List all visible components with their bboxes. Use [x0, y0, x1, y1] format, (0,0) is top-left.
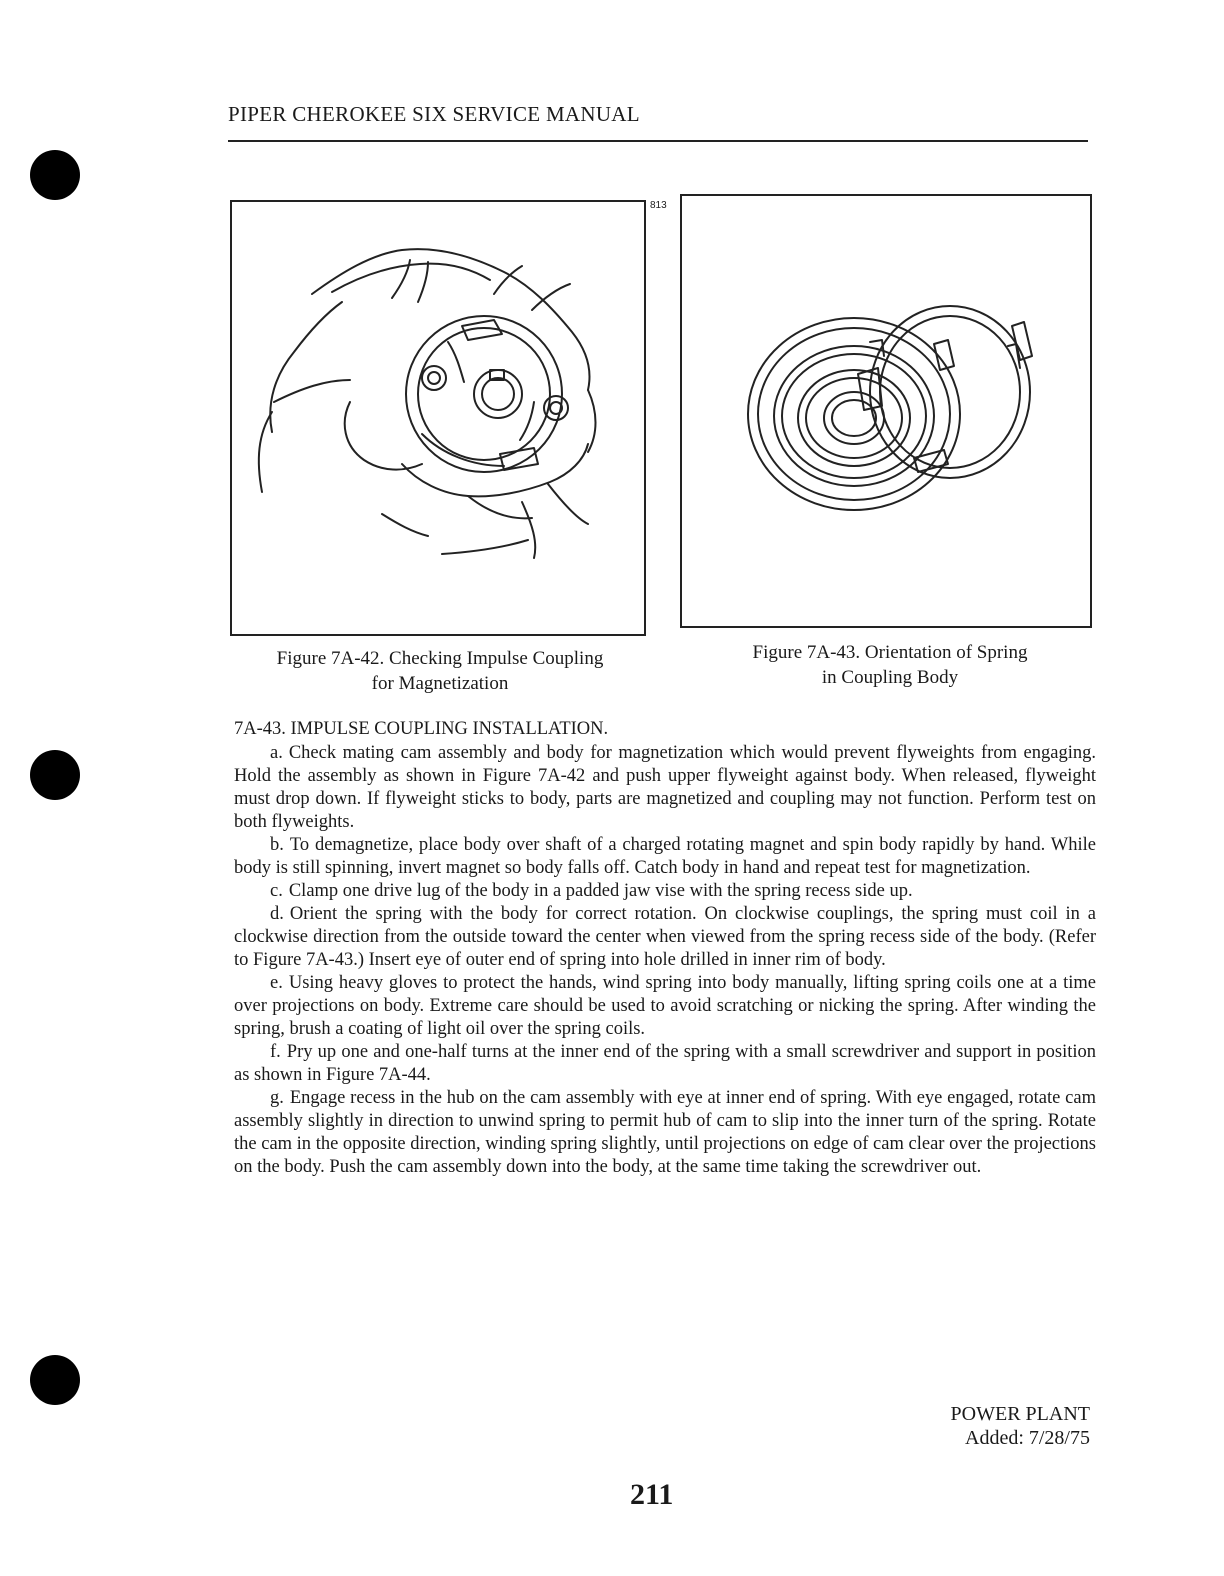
- step-e: [234, 972, 1096, 1041]
- manual-title: PIPER CHEROKEE SIX SERVICE MANUAL: [228, 102, 640, 126]
- step-c-letter: c.: [270, 881, 283, 901]
- step-g: [234, 1087, 1096, 1179]
- figure-7a-43-caption-line2: in Coupling Body: [821, 667, 959, 688]
- step-a: [234, 742, 1096, 834]
- step-f-text: Pry up one and one-half turns at the inner end of the spring with a small screwdriver and support in position as shown in Figure 7A-44.: [234, 1042, 1096, 1085]
- punch-hole-middle: [30, 750, 80, 800]
- step-f-letter: f.: [270, 1042, 281, 1062]
- impulse-coupling-installation-section: [234, 718, 1096, 1179]
- section-heading: 7A-43. IMPULSE COUPLING INSTALLATION.: [234, 719, 609, 739]
- step-g-text: Engage recess in the hub on the cam assembly with eye at inner end of spring. With eye engaged, rotate cam assembly slightly in direction to unwind spring to permit hub of cam to slip into the inner turn of the spring. Rotate the cam in the opposite direction, winding spring slightly, until projections on edge of cam clear over the projections on the body. Push the cam assembly down into the body, at the same time taking the screwdriver out.: [234, 1088, 1096, 1177]
- step-b: [234, 834, 1096, 880]
- step-e-text: Using heavy gloves to protect the hands, wind spring into body manually, lifting spring coils one at a time over projections on body. Extreme care should be used to avoid scratching or nicking the spring. After winding the spring, brush a coating of light oil over the spring coils.: [234, 973, 1096, 1039]
- step-e-letter: e.: [270, 973, 283, 993]
- punch-hole-top: [30, 150, 80, 200]
- hand-holding-coupling-drawing: [232, 202, 644, 634]
- footer-section-name: POWER PLANT: [950, 1403, 1090, 1425]
- figure-7a-43-caption-line1: Figure 7A-43. Orientation of Spring: [752, 642, 1028, 663]
- figure-7a-43-illustration: [680, 194, 1092, 628]
- step-f: [234, 1041, 1096, 1087]
- figure-7a-43-caption: [688, 640, 1092, 690]
- footer-section-label: [951, 1402, 1090, 1450]
- figure-7a-42-illustration: [230, 200, 646, 636]
- step-d-text: Orient the spring with the body for correct rotation. On clockwise couplings, the spring must coil in a clockwise direction from the outside toward the center when viewed from the spring recess side of the body. (Refer to Figure 7A-43.) Insert eye of outer end of spring into hole drilled in inner rim of body.: [234, 904, 1096, 970]
- figure-7a-42-caption-line1: Figure 7A-42. Checking Impulse Coupling: [276, 648, 604, 669]
- figure-7a-42-caption-line2: for Magnetization: [371, 673, 509, 694]
- step-d: [234, 903, 1096, 972]
- spring-in-coupling-body-drawing: [682, 196, 1090, 626]
- punch-hole-bottom: [30, 1355, 80, 1405]
- step-g-letter: g.: [270, 1088, 284, 1108]
- step-c-text: Clamp one drive lug of the body in a padded jaw vise with the spring recess side up.: [288, 881, 913, 901]
- step-b-letter: b.: [270, 835, 284, 855]
- footer-added-date: Added: 7/28/75: [965, 1427, 1090, 1449]
- step-a-letter: a.: [270, 743, 283, 763]
- step-c: [234, 880, 1096, 903]
- photo-number: 813: [650, 200, 667, 211]
- figure-7a-42-caption: [238, 646, 642, 696]
- step-d-letter: d.: [270, 904, 284, 924]
- step-a-text: Check mating cam assembly and body for magnetization which would prevent flyweights from engaging. Hold the assembly as shown in Figure 7A-42 and push upper flyweight against body. When released, flyweight must drop down. If flyweight sticks to body, parts are magnetized and coupling may not function. Perform test on both flyweights.: [234, 743, 1096, 832]
- page-number: 211: [630, 1478, 674, 1511]
- header-rule: [228, 140, 1088, 142]
- step-b-text: To demagnetize, place body over shaft of a charged rotating magnet and spin body rapidly by hand. While body is still spinning, invert magnet so body falls off. Catch body in hand and repeat test for magnetization.: [234, 835, 1096, 878]
